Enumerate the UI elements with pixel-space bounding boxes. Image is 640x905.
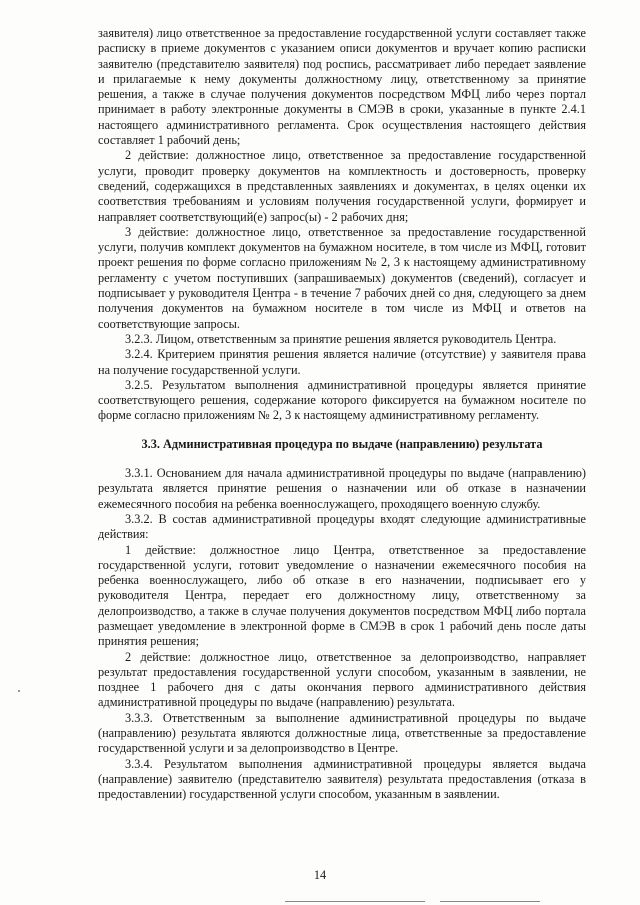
paragraph: заявителя) лицо ответственное за предоставление государственной услуги составляет также расписку в приеме документов с указанием описи документов и вручает копию расписки заявителю (представителю заявителя) под роспись, рассматривает либо передает заявление и прилагаемые к нему документы должностному лицу, ответственному за принятие решения, а также в случае получения документов посредством МФЦ либо через портал принимает в работу электронные документы в СМЭВ в сроки, указанные в пункте 2.4.1 настоящего административного регламента. Срок осуществления настоящего действия составляет 1 рабочий день;	[98, 26, 586, 148]
paragraph: 2 действие: должностное лицо, ответственное за предоставление государственной услуги, проводит проверку документов на комплектность и достоверность, проверку сведений, содержащихся в представленных заявлениях и документах, в целях оценки их соответствия требованиям и условиям получения государственной услуги, формирует и направляет соответствующий(е) запрос(ы) - 2 рабочих дня;	[98, 148, 586, 224]
section-heading: 3.3. Административная процедура по выдаче (направлению) результата	[141, 436, 543, 451]
paragraph: 3.2.3. Лицом, ответственным за принятие решения является руководитель Центра.	[125, 331, 557, 346]
scan-edge-line	[440, 901, 540, 902]
paragraph: 3.3.1. Основанием для начала административной процедуры по выдаче (направлению) результата является принятие решения о назначении или об отказе в назначении ежемесячного пособия на ребенка военнослужащего, проходящего военную службу.	[98, 466, 586, 511]
paragraph: 3.3.4. Результатом выполнения административной процедуры является выдача (направление) заявителю (представителю заявителя) результата предоставления (отказа в предоставлении) государственной услуги способом, указанным в заявлении.	[98, 756, 586, 802]
paragraph: 1 действие: должностное лицо Центра, ответственное за предоставление государственной услуги, готовит уведомление о назначении ежемесячного пособия на ребенка военнослужащего, либо об отказе в его назначении, подписывает его у руководителя Центра, передает его должностному лицу, ответственному за делопроизводство, а также в случае получения документов посредством МФЦ либо портала размещает уведомление в электронной форме в СМЭВ в срок 1 рабочий день после даты принятия решения;	[98, 542, 586, 649]
paragraph: 3.3.3. Ответственным за выполнение административной процедуры по выдаче (направлению) результата являются должностные лица, ответственные за предоставление государственной услуги и за делопроизводство в Центре.	[98, 710, 586, 756]
paragraph: 2 действие: должностное лицо, ответственное за делопроизводство, направляет результат предоставления государственной услуги способом, указанным в заявлении, не позднее 1 рабочего дня с даты окончания первого административного действия административной процедуры по выдаче (направлению) результата.	[98, 649, 586, 710]
document-page	[98, 26, 586, 803]
paragraph: 3.2.4. Критерием принятия решения является наличие (отсутствие) у заявителя права на получение государственной услуги.	[98, 347, 586, 377]
paragraph: 3.2.5. Результатом выполнения административной процедуры является принятие соответствующего решения, содержание которого фиксируется на бумажном носителе по форме согласно приложениям № 2, 3 к настоящему административному регламенту.	[98, 377, 586, 423]
page-number: 14	[313, 868, 327, 882]
paragraph: 3.3.2. В состав административной процедуры входят следующие административные действия:	[98, 511, 586, 542]
scan-edge-line	[285, 901, 425, 902]
scan-speck	[18, 690, 20, 692]
paragraph: 3 действие: должностное лицо, ответственное за предоставление государственной услуги, получив комплект документов на бумажном носителе, в том числе из МФЦ, готовит проект решения по форме согласно приложениям № 2, 3 к настоящему административному регламенту с учетом поступивших (запрашиваемых) документов (сведений), согласует и подписывает у руководителя Центра - в течение 7 рабочих дней со дня, следующего за днем получения документов на бумажном носителе в том числе из МФЦ и ответов на соответствующие запросы.	[98, 224, 586, 331]
